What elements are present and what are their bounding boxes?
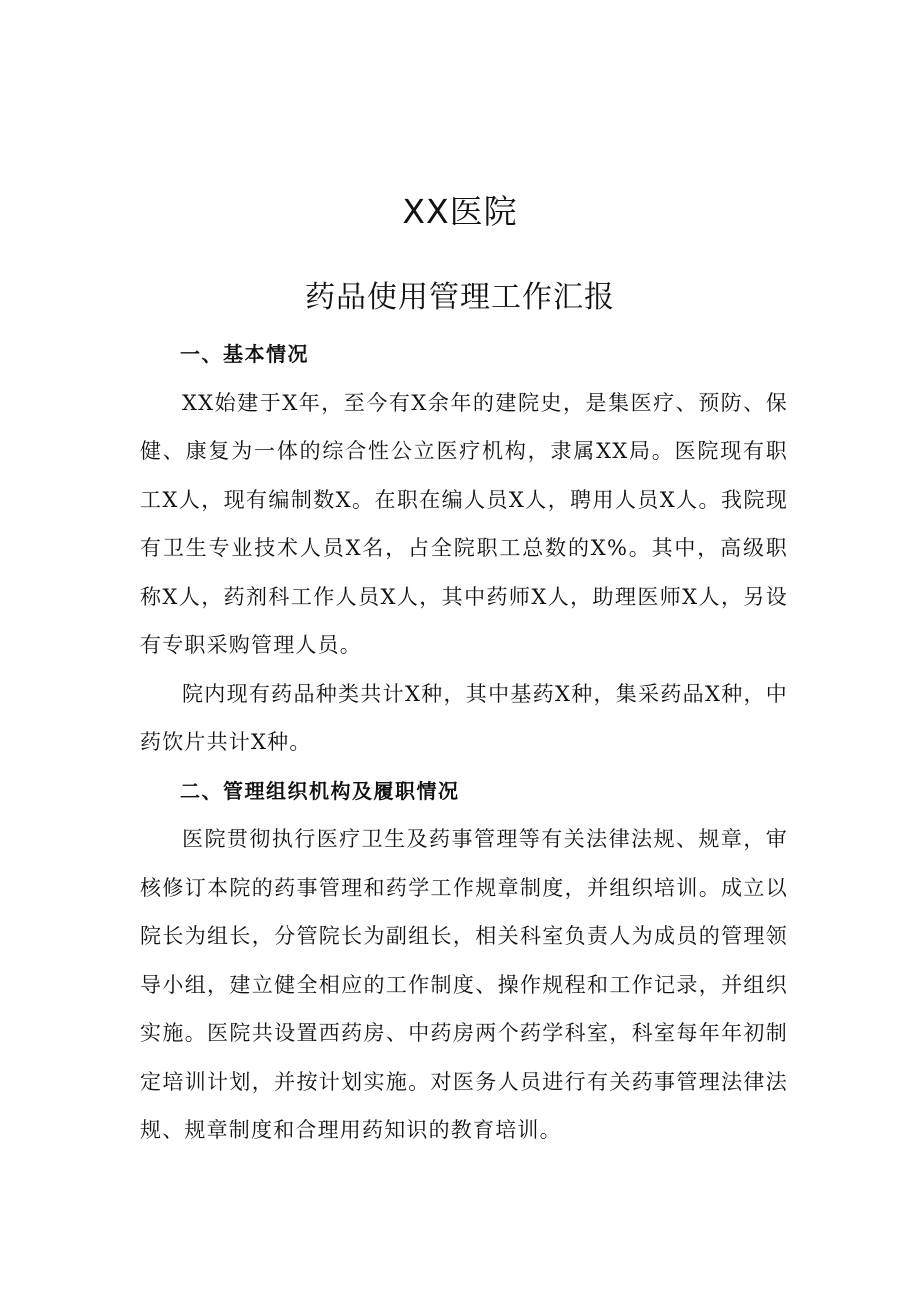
paragraph-organization-duties: 医院贯彻执行医疗卫生及药事管理等有关法律法规、规章，审核修订本院的药事管理和药学工作规章制度，并组织培训。成立以院长为组长，分管院长为副组长，相关科室负责人为成员的管理领导小组，建立健全相应的工作制度、操作规程和工作记录，并组织实施。医院共设置西药房、中药房两个药学科室，科室每年年初制定培训计划，并按计划实施。对医务人员进行有关药事管理法律法规、规章制度和合理用药知识的教育培训。: [140, 827, 788, 1142]
document-title-hospital: XX医院: [402, 192, 518, 231]
section-heading-organization: 二、管理组织机构及履职情况: [180, 778, 460, 803]
paragraph-drug-varieties: 院内现有药品种类共计X种，其中基药X种，集采药品X种，中药饮片共计X种。: [140, 681, 788, 754]
paragraph-hospital-overview: XX始建于X年，至今有X余年的建院史，是集医疗、预防、保健、康复为一体的综合性公立医疗机构，隶属XX局。医院现有职工X人，现有编制数X。在职在编人员X人，聘用人员X人。我院现有卫生专业技术人员X名，占全院职工总数的X%。其中，高级职称X人，药剂科工作人员X人，其中药师X人，助理医师X人，另设有专职采购管理人员。: [140, 390, 788, 657]
section-heading-basic-info: 一、基本情况: [180, 342, 309, 366]
document-title-report: 药品使用管理工作汇报: [305, 280, 615, 315]
document-body: [140, 330, 788, 1155]
